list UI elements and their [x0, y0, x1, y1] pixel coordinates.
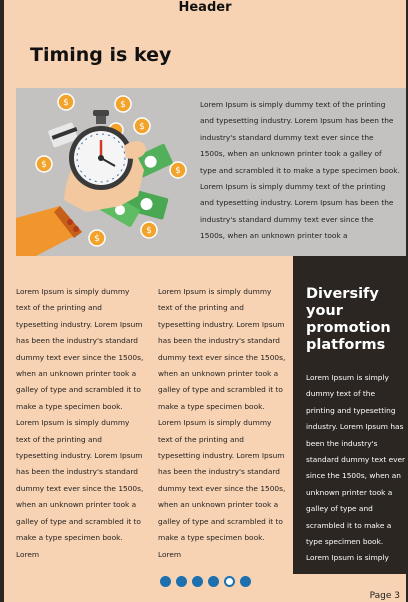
page-title: Timing is key	[30, 44, 172, 66]
page-dot-5[interactable]	[224, 576, 235, 587]
body-column-1: Lorem Ipsum is simply dummy text of the printing and typesetting industry. Lorem Ipsum has been the industry's standard dummy text ever since the 1500s, when an unknown printer took a galley of type and scrambled it to make a type specimen book. Lorem Ipsum is simply dummy text of the printing and typesetting industry. Lorem Ipsum has been the industry's standard dummy text ever since the 1500s, when an unknown printer took a galley of type and scrambled it to make a type specimen book. Lorem	[16, 287, 144, 559]
svg-text:$: $	[120, 100, 126, 110]
pagination-dots	[4, 576, 406, 590]
page	[4, 0, 406, 602]
page-dot-1[interactable]	[160, 576, 171, 587]
page-dot-4[interactable]	[208, 576, 219, 587]
page-number: Page 3	[369, 591, 400, 601]
body-column-2: Lorem Ipsum is simply dummy text of the printing and typesetting industry. Lorem Ipsum has been the industry's standard dummy text ever since the 1500s, when an unknown printer took a galley of type and scrambled it to make a type specimen book. Lorem Ipsum is simply dummy text of the printing and typesetting industry. Lorem Ipsum has been the industry's standard dummy text ever since the 1500s, when an unknown printer took a galley of type and scrambled it to make a type specimen book. Lorem	[158, 287, 286, 559]
svg-text:$: $	[175, 166, 181, 176]
svg-text:$: $	[139, 122, 145, 132]
page-header: Header	[178, 0, 232, 15]
sidebar-text: Lorem Ipsum is simply dummy text of the printing and typesetting industry. Lorem Ipsum has been the industry's standard dummy text ever since the 1500s, when an unknown printer took a galley of type and scrambled it to make a type specimen book. Lorem Ipsum is simply	[306, 373, 406, 563]
page-dot-2[interactable]	[176, 576, 187, 587]
page-dot-3[interactable]	[192, 576, 203, 587]
svg-text:$: $	[94, 234, 100, 244]
sidebar-panel	[293, 256, 406, 574]
svg-text:$: $	[63, 98, 69, 108]
sidebar-heading: Diversify your promotion platforms	[306, 286, 391, 353]
stopwatch-with-money-icon	[16, 88, 196, 256]
hero-text: Lorem Ipsum is simply dummy text of the printing and typesetting industry. Lorem Ipsum has been the industry's standard dummy text ever since the 1500s, when an unknown printer took a galley of type and scrambled it to make a type specimen book. Lorem Ipsum is simply dummy text of the printing and typesetting industry. Lorem Ipsum has been the industry's standard dummy text ever since the 1500s, when an unknown printer took a	[200, 100, 400, 241]
page-dot-6[interactable]	[240, 576, 251, 587]
svg-text:$: $	[146, 226, 152, 236]
hero-section	[16, 88, 406, 256]
svg-text:$: $	[41, 160, 47, 170]
